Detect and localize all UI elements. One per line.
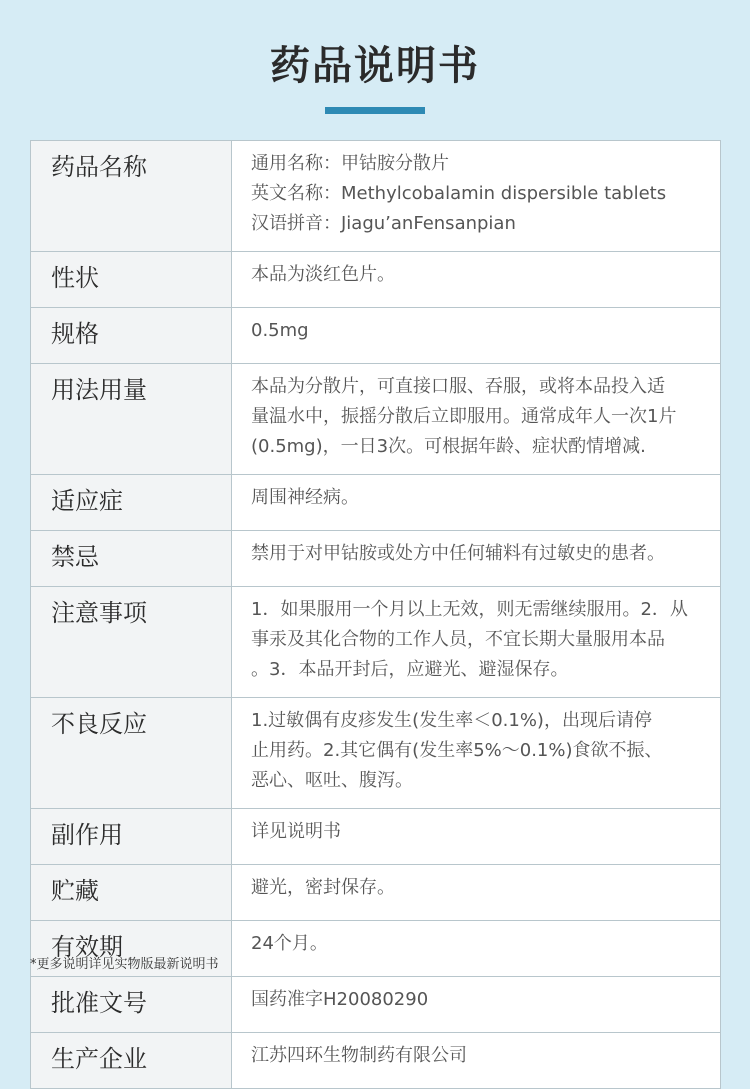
row-label: 副作用 (31, 809, 232, 865)
row-label: 适应症 (31, 475, 232, 531)
value-line: 英文名称：Methylcobalamin dispersible tablets (251, 183, 667, 204)
row-label: 用法用量 (31, 364, 232, 475)
table-row-contraindications (31, 531, 721, 587)
row-value (232, 977, 721, 1033)
value-line: 。3．本品开封后，应避光、避湿保存。 (251, 659, 569, 680)
row-label: 不良反应 (31, 698, 232, 809)
title-underline (325, 107, 425, 114)
value-line: 恶心、呕吐、腹泻。 (251, 770, 413, 791)
row-value (232, 364, 721, 475)
row-label: 规格 (31, 308, 232, 364)
value-line: 本品为分散片，可直接口服、吞服，或将本品投入适 (251, 376, 665, 397)
table-row-dosage (31, 364, 721, 475)
table-row-indications (31, 475, 721, 531)
table-row-approval-number (31, 977, 721, 1033)
row-label: 有效期 (31, 921, 232, 977)
value-line: 汉语拼音：Jiagu’anFensanpian (251, 213, 516, 234)
row-value (232, 475, 721, 531)
row-label: 贮藏 (31, 865, 232, 921)
value-line: 周围神经病。 (251, 487, 359, 508)
value-line: 量温水中，振摇分散后立即服用。通常成年人一次1片 (251, 406, 677, 427)
row-value (232, 252, 721, 308)
row-value (232, 308, 721, 364)
row-label: 批准文号 (31, 977, 232, 1033)
row-value (232, 531, 721, 587)
table-row-appearance (31, 252, 721, 308)
value-line: 24个月。 (251, 933, 328, 954)
row-label: 性状 (31, 252, 232, 308)
value-line: (0.5mg)，一日3次。可根据年龄、症状酌情增减. (251, 436, 646, 457)
value-line: 禁用于对甲钴胺或处方中任何辅料有过敏史的患者。 (251, 543, 665, 564)
value-line: 国药准字H20080290 (251, 989, 429, 1010)
value-line: 0.5mg (251, 320, 309, 341)
value-line: 通用名称：甲钴胺分散片 (251, 153, 449, 174)
table-row-side-effects (31, 809, 721, 865)
table-row-precautions (31, 587, 721, 698)
value-line: 避光，密封保存。 (251, 877, 395, 898)
row-value (232, 865, 721, 921)
row-value (232, 587, 721, 698)
value-line: 本品为淡红色片。 (251, 264, 395, 285)
drug-spec-table (30, 140, 721, 1089)
table-row-manufacturer (31, 1033, 721, 1089)
value-line: 详见说明书 (251, 821, 341, 842)
row-value (232, 1033, 721, 1089)
row-label: 生产企业 (31, 1033, 232, 1089)
table-row-adverse-reactions (31, 698, 721, 809)
value-line: 止用药。2.其它偶有(发生率5%～0.1%)食欲不振、 (251, 740, 663, 761)
row-value (232, 921, 721, 977)
value-line: 1．如果服用一个月以上无效，则无需继续服用。2．从 (251, 599, 688, 620)
row-label: 注意事项 (31, 587, 232, 698)
row-value (232, 141, 721, 252)
page-title: 药品说明书 (270, 43, 480, 89)
value-line: 1.过敏偶有皮疹发生(发生率＜0.1%)，出现后请停 (251, 710, 652, 731)
table-row-drug-name (31, 141, 721, 252)
footnote: *更多说明详见实物版最新说明书 (30, 957, 219, 972)
row-label: 药品名称 (31, 141, 232, 252)
table-row-storage (31, 865, 721, 921)
row-value (232, 809, 721, 865)
value-line: 江苏四环生物制药有限公司 (251, 1045, 467, 1066)
value-line: 事汞及其化合物的工作人员，不宜长期大量服用本品 (251, 629, 665, 650)
row-value (232, 698, 721, 809)
table-row-specification (31, 308, 721, 364)
row-label: 禁忌 (31, 531, 232, 587)
